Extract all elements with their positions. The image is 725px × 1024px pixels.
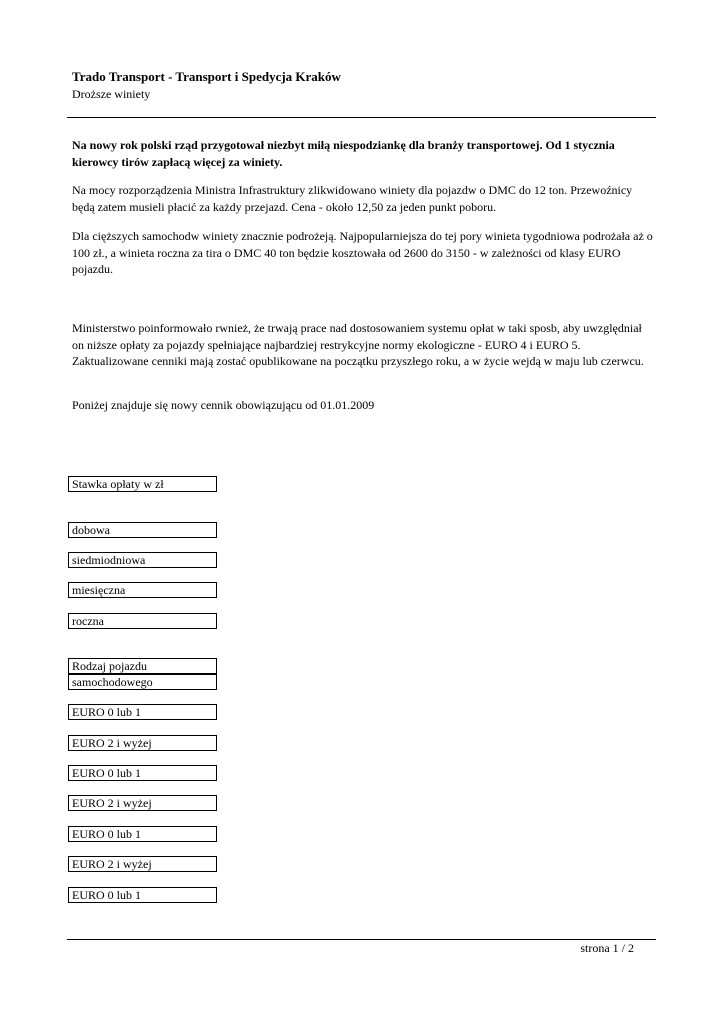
article-lead: Na nowy rok polski rząd przygotował niezbyt miłą niespodziankę dla branży transportowej. Od 1 stycznia kierowcy tirów zapłacą więcej za winiety. (72, 138, 615, 169)
article-paragraph-4: Poniżej znajduje się nowy cennik obowiązującu od 01.01.2009 (72, 398, 375, 412)
period-cell-weekly: siedmiodniowa (68, 552, 217, 568)
rate-header-cell: Stawka opłaty w zł (68, 476, 217, 492)
vehicle-header-cell-2: samochodowego (68, 674, 217, 690)
article-subtitle: Droższe winiety (72, 87, 151, 101)
article-paragraph-3: Ministerstwo poinformowało rwnież, że trwają prace nad dostosowaniem systemu opłat w taki sposb, aby uwzględniał on niższe opłaty za pojazdy spełniające najbardziej restrykcyjne normy ekologiczne - EURO 4 i EURO 5. Zaktualizowane cenniki mają zostać opublikowane na początku przyszłego roku, a w życie wejdą w maju lub czerwcu. (72, 321, 644, 368)
page-number: strona 1 / 2 (580, 941, 634, 955)
article-paragraph-2: Dla cięższych samochodw winiety znacznie podrożeją. Najpopularniejsza do tej pory winieta tygodniowa podrożała aż o 100 zł., a winieta roczna za tira o DMC 40 ton będzie kosztowała od 2600 do 3150 - w zależności od klasy EURO pojazdu. (72, 229, 653, 276)
euro-class-cell: EURO 0 lub 1 (68, 887, 217, 903)
euro-class-cell: EURO 2 i wyżej (68, 735, 217, 751)
site-title: Trado Transport - Transport i Spedycja Kraków (72, 69, 341, 84)
period-cell-yearly: roczna (68, 613, 217, 629)
euro-class-cell: EURO 2 i wyżej (68, 856, 217, 872)
euro-class-cell: EURO 0 lub 1 (68, 765, 217, 781)
header-divider (67, 117, 656, 118)
article-paragraph-1: Na mocy rozporządzenia Ministra Infrastruktury zlikwidowano winiety dla pojazdw o DMC do 12 ton. Przewoźnicy będą zatem musieli płacić za każdy przejazd. Cena - około 12,50 za jeden punkt poboru. (72, 183, 633, 214)
vehicle-header-cell: Rodzaj pojazdu (68, 658, 217, 674)
euro-class-cell: EURO 0 lub 1 (68, 826, 217, 842)
period-cell-monthly: miesięczna (68, 582, 217, 598)
period-cell-daily: dobowa (68, 522, 217, 538)
footer-divider (67, 939, 656, 940)
page-header (72, 69, 341, 102)
euro-class-cell: EURO 2 i wyżej (68, 795, 217, 811)
euro-class-cell: EURO 0 lub 1 (68, 704, 217, 720)
